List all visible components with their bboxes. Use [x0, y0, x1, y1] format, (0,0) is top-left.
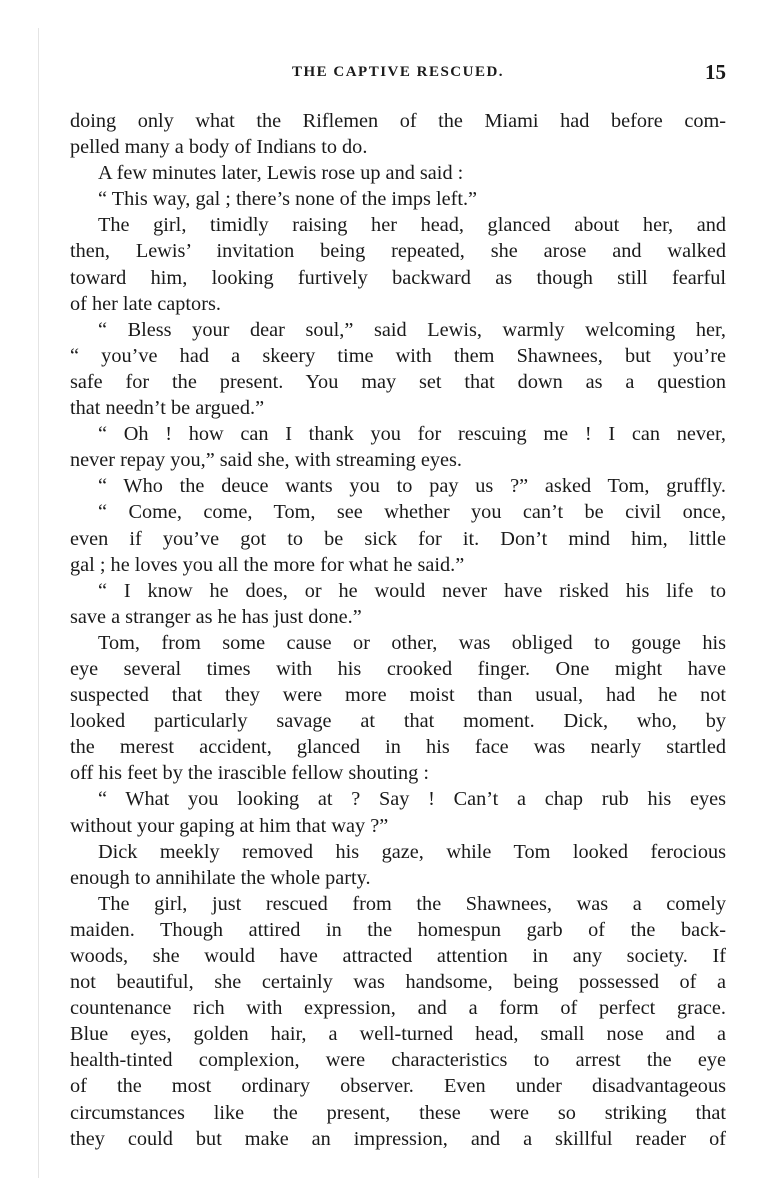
text-line: save a stranger as he has just done.”: [70, 605, 362, 628]
page-number: 15: [705, 60, 726, 84]
text-line: “ I know he does, or he would never have risked his life to: [98, 579, 726, 602]
text-line: never repay you,” said she, with streaming eyes.: [70, 449, 462, 472]
text-line: A few minutes later, Lewis rose up and said :: [98, 162, 464, 185]
text-line: Dick meekly removed his gaze, while Tom looked ferocious: [98, 840, 726, 863]
text-line: Tom, from some cause or other, was obliged to gouge his: [98, 631, 726, 654]
text-line: gal ; he loves you all the more for what he said.”: [70, 553, 465, 576]
text-line: maiden. Though attired in the homespun garb of the back-: [70, 918, 726, 941]
text-line: The girl, timidly raising her head, glanced about her, and: [98, 214, 726, 237]
text-line: of the most ordinary observer. Even under disadvantageous: [70, 1075, 726, 1098]
text-line: off his feet by the irascible fellow shouting :: [70, 762, 429, 785]
text-line: The girl, just rescued from the Shawnees, was a comely: [98, 892, 726, 915]
text-line: woods, she would have attracted attention in any society. If: [70, 945, 726, 967]
text-line: then, Lewis’ invitation being repeated, she arose and walked: [70, 240, 726, 263]
text-line: “ This way, gal ; there’s none of the imps left.”: [98, 188, 478, 211]
text-line: of her late captors.: [70, 292, 221, 315]
text-line: “ Come, come, Tom, see whether you can’t be civil once,: [98, 501, 726, 524]
text-line: looked particularly savage at that moment. Dick, who, by: [70, 710, 726, 733]
text-line: “ What you looking at ? Say ! Can’t a chap rub his eyes: [98, 788, 726, 811]
text-line: “ Bless your dear soul,” said Lewis, warmly welcoming her,: [98, 318, 726, 341]
text-line: the merest accident, glanced in his face was nearly startled: [70, 736, 726, 759]
text-line: “ Who the deuce wants you to pay us ?” asked Tom, gruffly.: [98, 475, 726, 498]
text-line: “ you’ve had a skeery time with them Shawnees, but you’re: [70, 344, 726, 367]
running-head: THE CAPTIVE RESCUED.: [291, 64, 505, 80]
text-line: that needn’t be argued.”: [70, 397, 265, 420]
text-line: “ Oh ! how can I thank you for rescuing me ! I can never,: [98, 423, 726, 446]
text-line: toward him, looking furtively backward as though still fearful: [70, 266, 726, 289]
text-line: suspected that they were more moist than usual, had he not: [70, 684, 726, 707]
text-line: circumstances like the present, these were so striking that: [70, 1101, 726, 1124]
text-line: without your gaping at him that way ?”: [70, 814, 389, 837]
text-line: Blue eyes, golden hair, a well-turned head, small nose and a: [70, 1023, 726, 1046]
body-text: [70, 108, 726, 1152]
text-line: countenance rich with expression, and a form of perfect grace.: [70, 997, 726, 1020]
text-line: enough to annihilate the whole party.: [70, 866, 371, 889]
text-line: they could but make an impression, and a skillful reader of: [70, 1127, 726, 1150]
text-line: eye several times with his crooked finger. One might have: [70, 657, 726, 680]
text-line: health-tinted complexion, were characteristics to arrest the eye: [70, 1049, 726, 1072]
text-line: even if you’ve got to be sick for it. Don’t mind him, little: [70, 527, 726, 550]
text-line: doing only what the Riflemen of the Miami had before com-: [70, 110, 726, 132]
page-header: [70, 58, 726, 88]
text-line: not beautiful, she certainly was handsome, being possessed of a: [70, 971, 726, 994]
text-line: safe for the present. You may set that down as a question: [70, 370, 726, 393]
margin-rule: [38, 28, 39, 1178]
text-line: pelled many a body of Indians to do.: [70, 136, 368, 159]
